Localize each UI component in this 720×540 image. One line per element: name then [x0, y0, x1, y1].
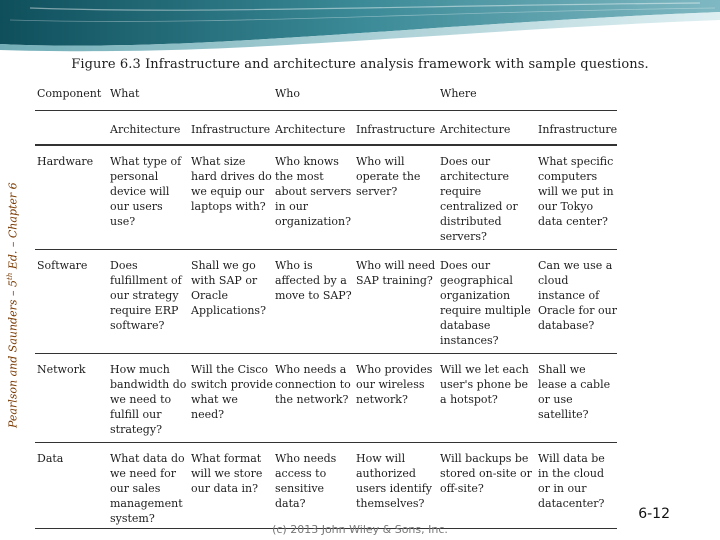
table-cell: Does our geographical organization require multiple database instances? [440, 259, 531, 347]
table-cell: Shall we lease a cable or use satellite? [538, 363, 611, 421]
table-cell: How will authorized users identify themselves? [356, 452, 433, 510]
table-cell: Will the Cisco switch provide what we need? [191, 363, 273, 421]
table-cell: What format will we store our data in? [191, 452, 263, 495]
row-component: Software [37, 259, 88, 272]
table-cell: Who is affected by a move to SAP? [275, 259, 352, 302]
table-cell: How much bandwidth do we need to fulfill our strategy? [110, 363, 187, 436]
subheader-cell: Infrastructure [189, 111, 273, 146]
table-cell: What type of personal device will our users use? [110, 155, 182, 228]
header-component: Component [37, 87, 102, 100]
table-cell: Can we use a cloud instance of Oracle for our database? [538, 259, 617, 332]
subheader-row [35, 111, 617, 146]
framework-table [35, 83, 617, 529]
header-where: Where [440, 87, 477, 100]
header-group-row [35, 83, 617, 111]
table-cell: What specific computers will we put in our Tokyo data center? [538, 155, 614, 228]
table-cell: Will data be in the cloud or in our datacenter? [538, 452, 605, 510]
table-cell: What size hard drives do we equip our laptops with? [191, 155, 272, 213]
table-cell: Will backups be stored on-site or off-site? [440, 452, 532, 495]
table-cell: Who will operate the server? [356, 155, 421, 198]
row-component: Network [37, 363, 86, 376]
table-cell: Does our architecture require centralized or distributed servers? [440, 155, 518, 243]
header-wave-banner [0, 0, 720, 52]
row-component: Data [37, 452, 64, 465]
table-cell: Who needs access to sensitive data? [275, 452, 337, 510]
subheader-cell: Architecture [273, 111, 354, 146]
table-cell: Who knows the most about servers in our organization? [275, 155, 352, 228]
table-row [35, 354, 617, 443]
table-cell: What data do we need for our sales management system? [110, 452, 185, 525]
subheader-blank [35, 111, 108, 146]
table-cell: Who will need SAP training? [356, 259, 436, 287]
table-row [35, 250, 617, 354]
book-chapter-label: Pearlson and Saunders – 5th Ed. – Chapter 6 [6, 182, 20, 428]
page-number: 6-12 [638, 506, 670, 522]
table-row [35, 145, 617, 250]
table-cell: Who needs a connection to the network? [275, 363, 351, 406]
table-row [35, 443, 617, 529]
subheader-cell: Architecture [438, 111, 536, 146]
figure-caption: Figure 6.3 Infrastructure and architecture analysis framework with sample questions. [71, 57, 649, 72]
row-component: Hardware [37, 155, 94, 168]
table-cell: Shall we go with SAP or Oracle Applications? [191, 259, 266, 317]
header-what: What [110, 87, 140, 100]
header-who: Who [275, 87, 301, 100]
table-cell: Does fulfillment of our strategy require ERP software? [110, 259, 182, 332]
subheader-cell: Architecture [108, 111, 189, 146]
table-cell: Who provides our wireless network? [356, 363, 433, 406]
table-cell: Will we let each user's phone be a hotspot? [440, 363, 529, 406]
copyright-footer: (c) 2013 John Wiley & Sons, Inc. [272, 523, 448, 536]
subheader-cell: Infrastructure [354, 111, 438, 146]
subheader-cell: Infrastructure [536, 111, 617, 146]
